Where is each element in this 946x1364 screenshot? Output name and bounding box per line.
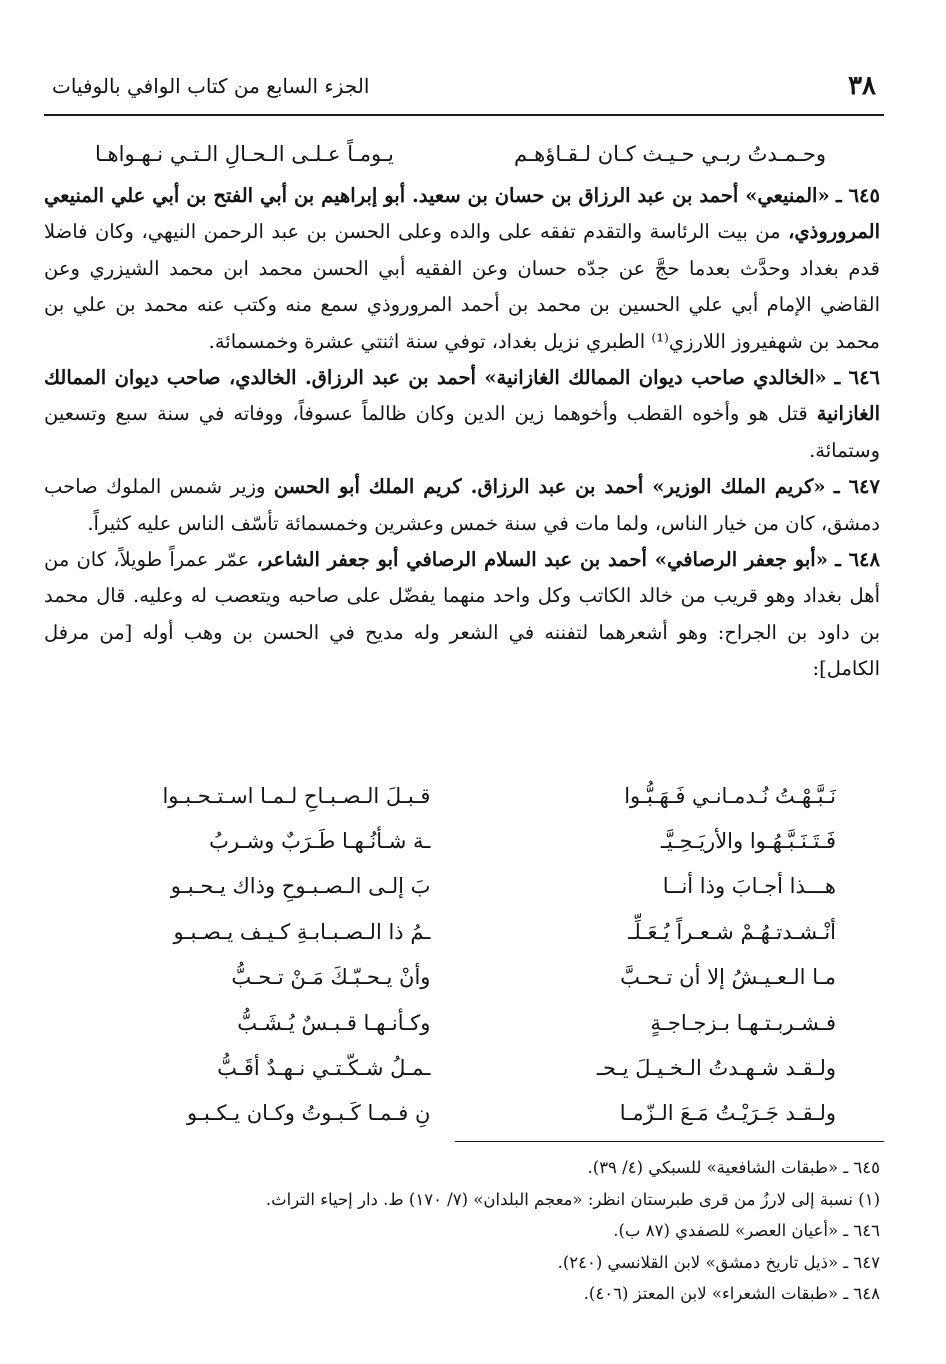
footnote-rule [455,1141,884,1142]
entry-646 [44,360,880,469]
entry-body: من بيت الرئاسة والتقدم تفقه على والده وعلى الحسن بن عبد الرحمن النيهي، وكان فاضلا قدم بغداد وحدَّث بعدما حجَّ عن جدّه حسان وعن الفقيه أبي الحسن محمد ابن محمد الشيزري وعن القاضي الإمام أبي علي الحسين بن محمد بن أحمد المروروذي سمع منه وكتب عنه محمد بن علي بن محمد بن شهفيروز اللارزي⁽¹⁾ الطبري نزيل بغداد، توفي سنة اثنتي عشرة وخمسمائة. [44,220,880,353]
verse-second-hemistich: ـة شـأنُـهـا طَـرَبٌ وشـربُ [209,829,431,854]
entry-number: ٦٤٥ ـ [835,184,880,207]
poem [85,773,836,1136]
header-rule [44,114,884,116]
poem-verse [85,1000,836,1045]
verse-first-hemistich: نَـبَّـهْـتُ نُـدمـانـي فَـهَـبُّـوا [624,783,836,808]
entry-heading: «المنيعي» أحمد بن عبد الرزاق بن حسان بن سعيد. أبو إبراهيم بن أبي الفتح بن أبي علي المنيعي المروروذي، [44,184,880,244]
footnote: ٦٤٥ ـ «طبقات الشافعية» للسبكي (٤/ ٣٩). [587,1158,880,1177]
verse-first-hemistich: وحـمـدتُ ربـي حـيـث كـان لـقـاؤهـم [514,142,826,166]
entry-648 [44,542,880,688]
entry-number: ٦٤٦ ـ [834,366,881,390]
poem-verse [85,1091,836,1136]
verse-first-hemistich: ولـقـد شـهـدتُ الـخـيـلَ يـحـ [596,1056,836,1081]
verse-first-hemistich: فـشـربـتـهـا بـزجـاجـةٍ [650,1010,836,1035]
poem-verse [85,955,836,1000]
verse-second-hemistich: ـمُ ذا الـصـبـابـةِ كـيـف يـصـبـو [173,919,431,944]
footnote: ٦٤٧ ـ «ذيل تاريخ دمشق» لابن القلانسي (٢٤٠). [557,1252,880,1272]
entry-heading: «الخالدي صاحب ديوان الممالك الغازانية» أحمد بن عبد الرزاق. الخالدي، صاحب ديوان الممالك الغازانية [44,366,880,426]
entry-body: قتل هو وأخوه القطب وأخوهما زين الدين وكان ظالماً عسوفاً، ووفاته في سنة سبع وتسعين وستمائة. [44,402,880,462]
verse-second-hemistich: يـومـاً عـلـى الـحـالِ الـتـي نـهـواهـا [95,142,394,166]
verse-second-hemistich: نِ فـمـا كَـبـوتُ وكـان يـكـبـو [186,1101,431,1126]
verse-first-hemistich: ولـقـد جَـرَيْـتُ مَـعَ الـزّمـا [619,1101,836,1126]
poem-verse [85,864,836,909]
opening-verse [95,134,826,174]
verse-second-hemistich: وأنْ يـحـبّـكَ مَـنْ تـحـبُّ [231,965,431,990]
footnotes [200,1152,880,1310]
verse-second-hemistich: ـمـلُ شـكّـتـي نـهـدٌ أقَـبُّ [217,1056,431,1081]
footnote: ٦٤٦ ـ «أعيان العصر» للصفدي (٨٧ ب). [613,1221,880,1241]
poem-verse [85,818,836,863]
footnote: (١) نسبة إلى لارزُ من قرى طبرستان انظر: «معجم البلدان» (٧/ ١٧٠) ط. دار إحياء التراث. [265,1189,880,1209]
poem-verse [85,773,836,818]
verse-second-hemistich: وكـأنـهـا قـبـسٌ يُـشَـبُّ [237,1010,431,1035]
poem-verse [85,909,836,954]
entry-647 [44,469,880,542]
verse-second-hemistich: قـبـلَ الـصـبـاحِ لـمـا اسـتـحـبـوا [162,783,431,808]
running-head [52,66,876,106]
entry-heading: «أبو جعفر الرصافي» أحمد بن عبد السلام الرصافي أبو جعفر الشاعر، [256,548,828,572]
verse-first-hemistich: مـا الـعـيـشُ إلا أن تـحـبَّ [620,965,836,990]
entry-heading: «كريم الملك الوزير» أحمد بن عبد الرزاق. كريم الملك أبو الحسن [273,475,826,499]
entry-645 [44,178,880,360]
footnote: ٦٤٨ ـ «طبقات الشعراء» لابن المعتز (٤٠٦). [583,1284,880,1304]
biography-entries [44,178,880,688]
verse-first-hemistich: هـــذا أجـابَ وذا أنــا [662,874,836,899]
verse-second-hemistich: بَ إلـى الـصـبـوحِ وذاك يـحـبـو [170,874,431,899]
verse-first-hemistich: أنْـشـدتـهُـمْ شـعـراً يُـعَـلِّـ [628,919,836,944]
entry-number: ٦٤٧ ـ [833,475,880,499]
entry-body: عمّر عمراً طويلاً، كان من أهل بغداد وهو قريب من خالد الكاتب وكل واحد منهما يفضّل على صاحبه ويتعصب له وعليه. قال محمد بن داود بن الجراح: وهو أشعرهما لتفننه في الشعر وله مديح في الحسن بن وهب أوله [من مرفل الكامل]: [44,548,880,681]
entry-body: وزير شمس الملوك صاحب دمشق، كان من خيار الناس، ولما مات في سنة خمس وعشرين وخمسمائة تأسّف الناس عليه كثيراً. [44,475,880,535]
entry-number: ٦٤٨ ـ [835,548,880,572]
poem-verse [85,1045,836,1090]
page-number: ٣٨ [848,71,876,101]
verse-first-hemistich: فَـتَـنَـبَّـهُـوا والأريَـحِـيَّـ [660,829,836,854]
running-title: الجزء السابع من كتاب الوافي بالوفيات [52,74,370,98]
